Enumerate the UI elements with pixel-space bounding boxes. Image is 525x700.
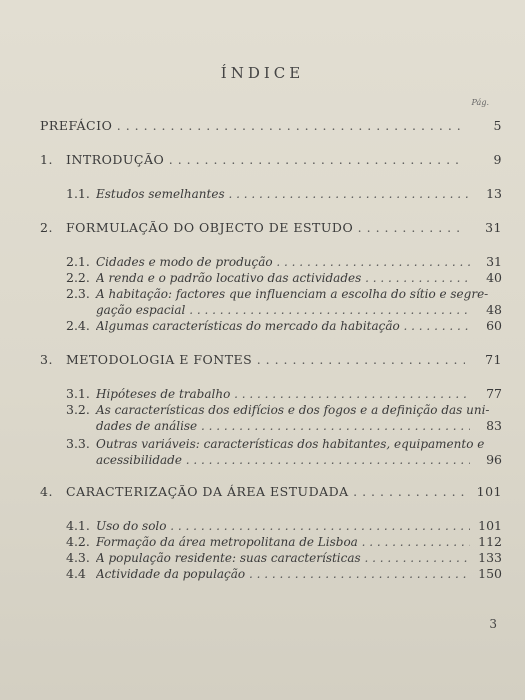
toc-entry-2-3	[66, 286, 502, 318]
page-title: ÍNDICE	[220, 64, 305, 82]
toc-entry-text: METODOLOGIA E FONTES . . .	[66, 352, 465, 368]
toc-entry-number: 4.4	[66, 566, 86, 581]
toc-entry-text: Actividade da população . . .	[96, 566, 470, 582]
toc-entry-text-line1: A habitação: factores que influenciam a escolha do sítio e segre-	[96, 287, 489, 301]
toc-entry-page: 77	[486, 386, 502, 401]
toc-entry-text: INTRODUÇÃO . . .	[66, 152, 465, 168]
toc-entry-text-line1: As características dos edifícios e dos fogos e a definição das uni-	[96, 403, 490, 417]
toc-entry-page: 112	[478, 534, 502, 549]
toc-entry-text: A população residente: suas características . . .	[96, 550, 470, 566]
toc-entry-text: dades de análise . . .	[96, 418, 470, 434]
page-column-label: Pág.	[471, 98, 489, 107]
toc-entry-number: 3.2.	[66, 402, 90, 417]
toc-entry-text: Formação da área metropolitana de Lisboa . . .	[96, 534, 470, 550]
toc-entry-text: CARACTERIZAÇÃO DA ÁREA ESTUDADA . . .	[66, 484, 465, 500]
toc-entry-page: 96	[486, 452, 502, 467]
toc-entry-3-3	[66, 436, 502, 468]
toc-entry-number: 1.1.	[66, 186, 90, 201]
toc-entry-page: 71	[485, 352, 502, 367]
toc-entry-text: FORMULAÇÃO DO OBJECTO DE ESTUDO . . .	[66, 220, 465, 236]
toc-entry-page: 13	[486, 186, 502, 201]
toc-entry-text: A renda e o padrão locativo das actividades . . .	[96, 270, 470, 286]
toc-entry-number: 2.4.	[66, 318, 90, 333]
toc-entry-page: 60	[486, 318, 502, 333]
toc-entry-number: 3.	[40, 352, 53, 367]
toc-entry-number: 2.3.	[66, 286, 90, 301]
toc-entry-text-line1: Outras variáveis: características dos habitantes, equipamento e	[96, 437, 485, 451]
toc-entry-number: 3.1.	[66, 386, 90, 401]
toc-entry-page: 31	[486, 254, 502, 269]
toc-entry-page: 31	[485, 220, 502, 235]
toc-entry-page: 40	[486, 270, 502, 285]
toc-entry-number: 2.	[40, 220, 53, 235]
toc-entry-number: 4.3.	[66, 550, 90, 565]
toc-entry-page: 101	[478, 518, 502, 533]
toc-entry-number: 4.2.	[66, 534, 90, 549]
toc-entry-text: Uso do solo . . .	[96, 518, 470, 534]
toc-entry-text: gação espacial . . .	[96, 302, 470, 318]
toc-entry-page: 101	[476, 484, 502, 499]
toc-entry-page: 9	[493, 152, 502, 167]
toc-entry-number: 2.2.	[66, 270, 90, 285]
toc-entry-text: acessibilidade . . .	[96, 452, 470, 468]
toc-entry-number: 3.3.	[66, 436, 90, 451]
toc-entry-number: 4.	[40, 484, 53, 499]
toc-entry-page: 133	[478, 550, 502, 565]
toc-entry-3-2	[66, 402, 502, 434]
toc-entry-text: Algumas características do mercado da habitação . . .	[96, 318, 470, 334]
toc-entry-page: 150	[478, 566, 502, 581]
toc-entry-number: 1.	[40, 152, 53, 167]
toc-entry-page: 83	[486, 418, 502, 433]
toc-entry-page: 48	[486, 302, 502, 317]
toc-entry-number: 4.1.	[66, 518, 90, 533]
page-number: 3	[489, 617, 497, 631]
toc-entry-text: Hipóteses de trabalho . . .	[96, 386, 470, 402]
toc-entry-text: Cidades e modo de produção . . .	[96, 254, 470, 270]
toc-entry-text: PREFÁCIO . . .	[40, 118, 465, 134]
toc-entry-number: 2.1.	[66, 254, 90, 269]
toc-entry-text: Estudos semelhantes . . .	[96, 186, 470, 202]
toc-entry-page: 5	[493, 118, 502, 133]
